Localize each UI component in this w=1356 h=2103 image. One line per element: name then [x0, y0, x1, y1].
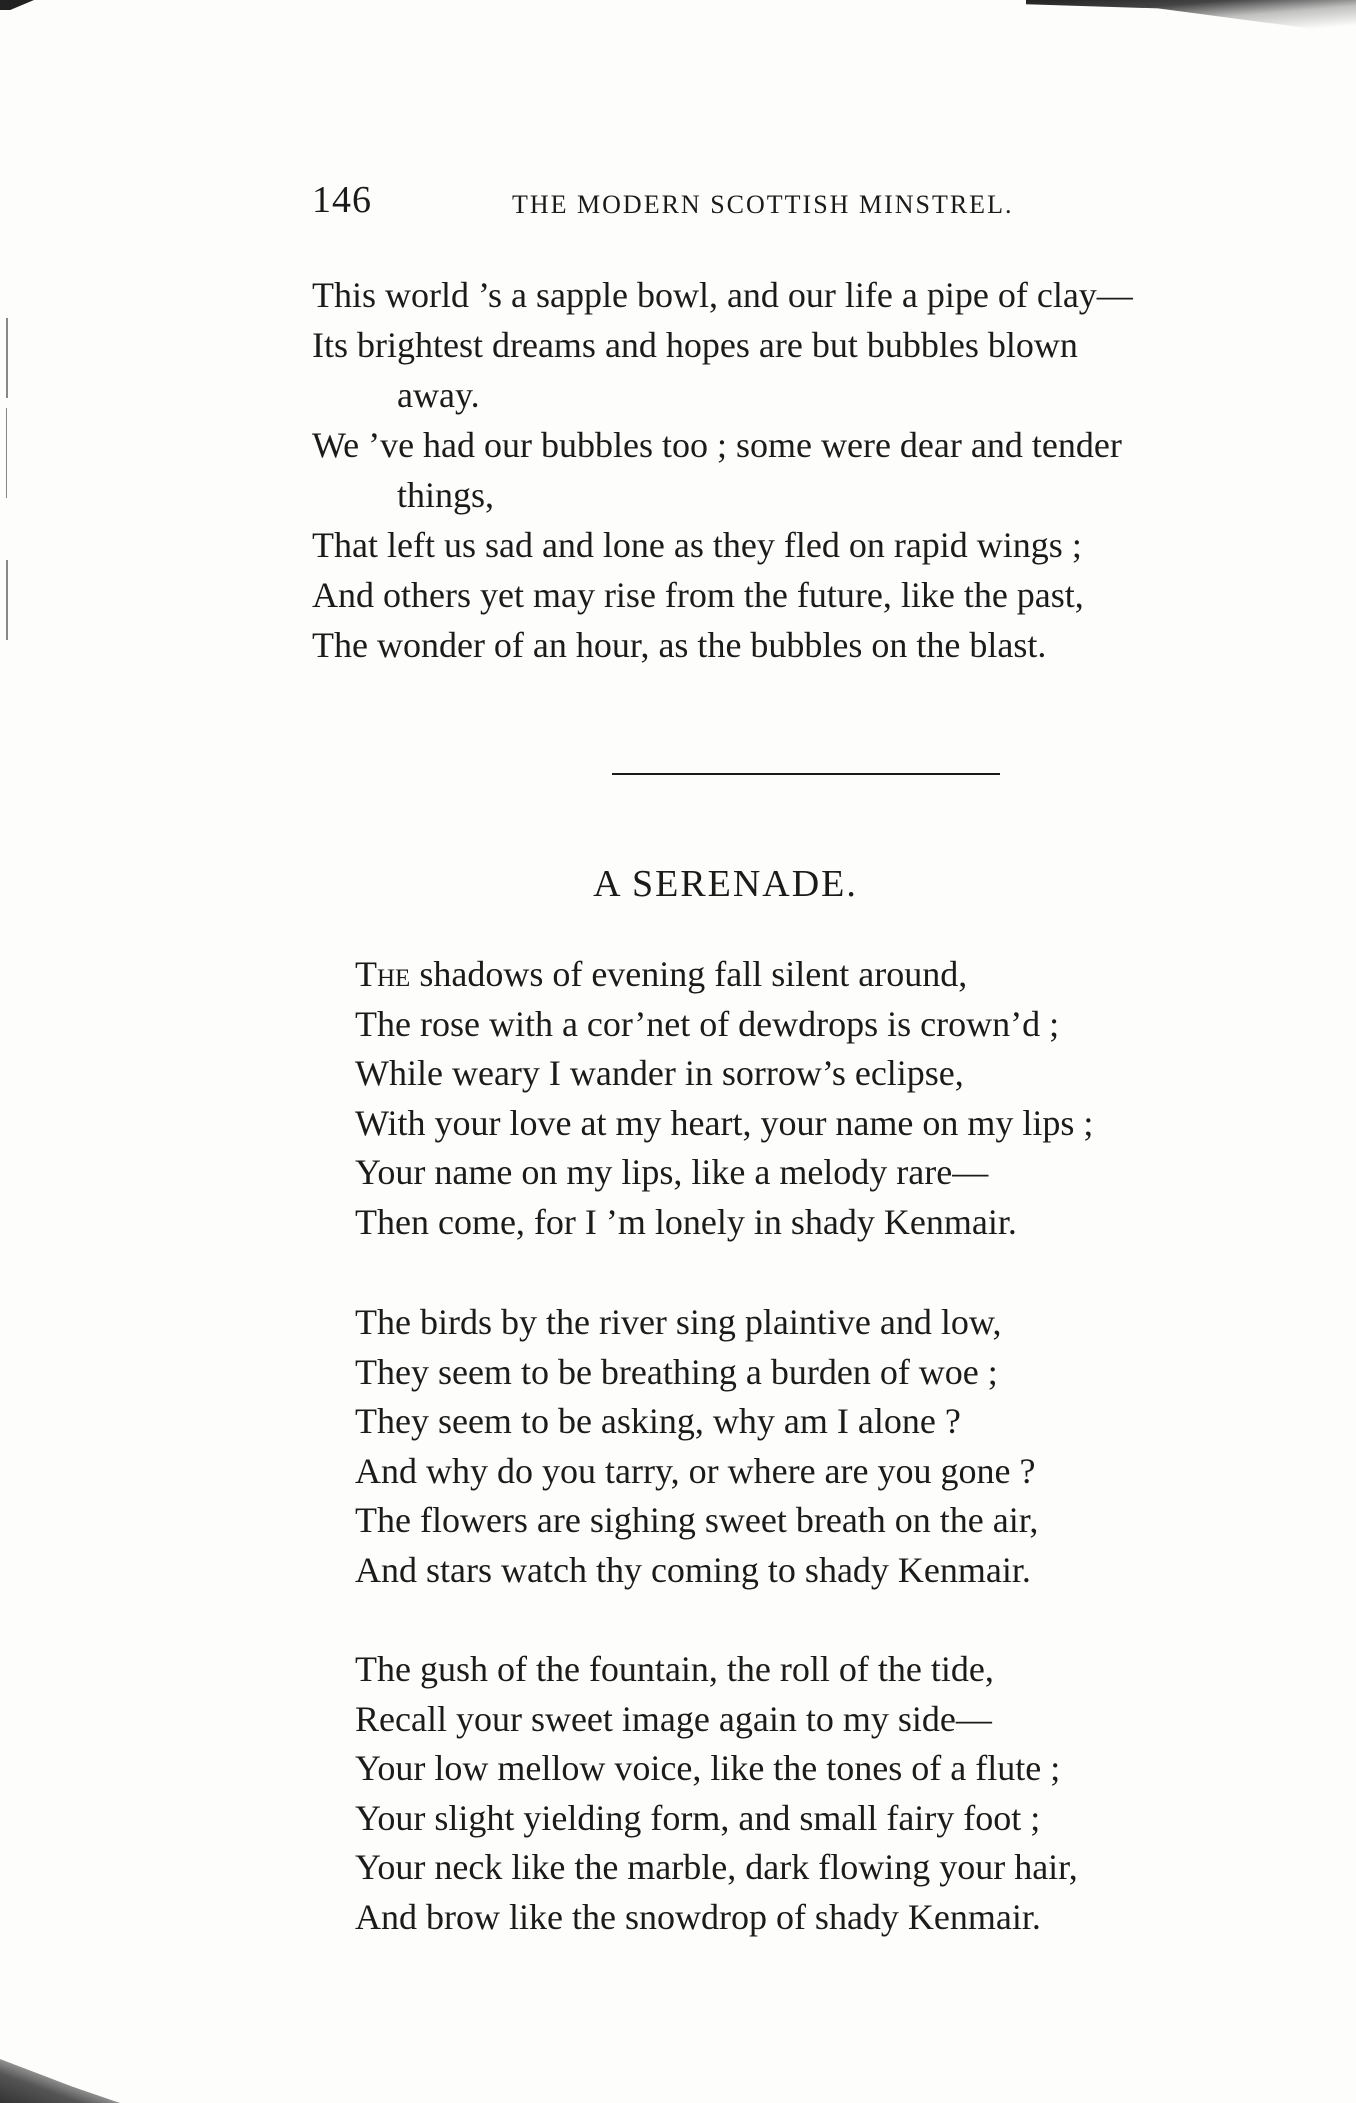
first-line-rest: shadows of evening fall silent around,	[410, 954, 968, 994]
poem-line: And stars watch thy coming to shady Kenmair.	[355, 1549, 1031, 1590]
serenade-stanza-1	[355, 950, 1093, 1247]
margin-mark	[6, 318, 8, 398]
poem-line: They seem to be asking, why am I alone ?	[355, 1401, 961, 1441]
margin-mark	[6, 560, 8, 640]
poem-title: A SERENADE.	[593, 863, 858, 905]
scan-artifact-top-left	[0, 0, 34, 10]
poem-line: The rose with a cor’net of dewdrops is crown’d ;	[355, 1003, 1060, 1044]
poem-line: Your name on my lips, like a melody rare—	[355, 1152, 989, 1192]
poem-line: The birds by the river sing plaintive and low,	[355, 1302, 1002, 1342]
scan-artifact-top-right	[1026, 0, 1356, 70]
poem-line: The wonder of an hour, as the bubbles on the blast.	[312, 625, 1047, 665]
poem-line: That left us sad and lone as they fled on rapid wings ;	[312, 525, 1082, 565]
section-divider	[612, 773, 1000, 775]
poem-line: They seem to be breathing a burden of woe ;	[355, 1351, 998, 1392]
first-word: The	[355, 954, 411, 994]
poem-line	[355, 950, 1093, 1000]
serenade-stanza-3	[355, 1645, 1078, 1942]
poem-line: We ’ve had our bubbles too ; some were dear and tender	[312, 425, 1122, 465]
poem-line: This world ’s a sapple bowl, and our life a pipe of clay—	[312, 275, 1133, 315]
running-head	[312, 178, 1112, 228]
poem-line: Your neck like the marble, dark flowing your hair,	[355, 1847, 1078, 1887]
running-title: THE MODERN SCOTTISH MINSTREL.	[512, 190, 1014, 219]
serenade-stanza-2	[355, 1298, 1038, 1595]
scan-artifact-bottom-left	[0, 2048, 120, 2103]
poem-line: away.	[397, 375, 480, 415]
poem-line: Recall your sweet image again to my side—	[355, 1698, 992, 1739]
poem-line: Then come, for I ’m lonely in shady Kenmair.	[355, 1201, 1017, 1242]
poem-line: The gush of the fountain, the roll of the tide,	[355, 1649, 994, 1689]
poem-line: And brow like the snowdrop of shady Kenmair.	[355, 1896, 1041, 1937]
poem-line: things,	[397, 475, 495, 515]
poem-line: With your love at my heart, your name on my lips ;	[355, 1102, 1094, 1143]
poem-line: Its brightest dreams and hopes are but bubbles blown	[312, 325, 1078, 365]
poem-line: While weary I wander in sorrow’s eclipse,	[355, 1053, 964, 1093]
continued-poem-stanza	[312, 270, 1133, 670]
poem-line: And why do you tarry, or where are you gone ?	[355, 1450, 1036, 1491]
margin-mark	[6, 408, 7, 498]
poem-line: The flowers are sighing sweet breath on the air,	[355, 1500, 1039, 1540]
page-number: 146	[312, 179, 372, 221]
poem-line: Your slight yielding form, and small fairy foot ;	[355, 1797, 1041, 1838]
poem-line: And others yet may rise from the future, like the past,	[312, 575, 1084, 615]
poem-line: Your low mellow voice, like the tones of a flute ;	[355, 1748, 1061, 1788]
